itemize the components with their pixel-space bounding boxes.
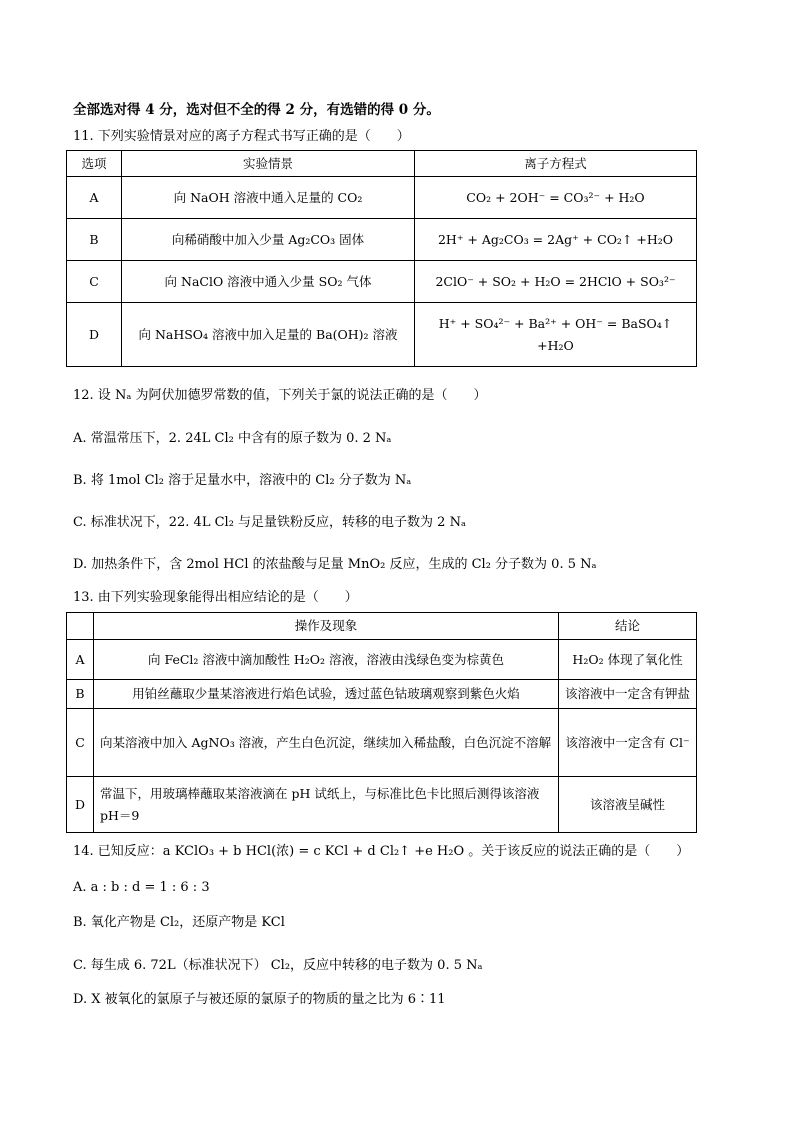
conclusion-cell: H₂O₂ 体现了氧化性: [559, 640, 697, 680]
operation-cell: 用铂丝蘸取少量某溶液进行焰色试验，透过蓝色钴玻璃观察到紫色火焰: [94, 680, 559, 709]
question-14-option-c: C. 每生成 6. 72L（标准状况下） Cl₂，反应中转移的电子数为 0. 5 Nₐ: [73, 958, 483, 973]
question-13-stem: 13. 由下列实验现象能得出相应结论的是（ ）: [73, 590, 358, 605]
table-row: [67, 709, 697, 777]
option-label: D: [67, 303, 122, 367]
conclusion-cell: 该溶液中一定含有钾盐: [559, 680, 697, 709]
scene-cell: 向 NaHSO₄ 溶液中加入足量的 Ba(OH)₂ 溶液: [122, 303, 415, 367]
table-row: [67, 680, 697, 709]
option-label: D: [67, 777, 94, 833]
question-12-option-c: C. 标准状况下，22. 4L Cl₂ 与足量铁粉反应，转移的电子数为 2 Nₐ: [73, 515, 466, 530]
question-14-option-d: D. X 被氧化的氯原子与被还原的氯原子的物质的量之比为 6∶11: [73, 992, 446, 1007]
question-14-option-a: A. a : b : d = 1 : 6 : 3: [73, 880, 210, 895]
section-instruction: 全部选对得 4 分，选对但不全的得 2 分，有选错的得 0 分。: [73, 102, 440, 118]
option-label: C: [67, 709, 94, 777]
operation-cell: 常温下，用玻璃棒蘸取某溶液滴在 pH 试纸上，与标准比色卡比照后测得该溶液 pH＝9: [94, 777, 559, 833]
conclusion-cell: 该溶液中一定含有 Cl⁻: [559, 709, 697, 777]
scene-cell: 向 NaClO 溶液中通入少量 SO₂ 气体: [122, 261, 415, 303]
table-row: [67, 177, 697, 219]
table-header: 实验情景: [122, 151, 415, 177]
table-row: [67, 640, 697, 680]
option-label: B: [67, 680, 94, 709]
option-label: A: [67, 640, 94, 680]
operation-cell: 向 FeCl₂ 溶液中滴加酸性 H₂O₂ 溶液，溶液由浅绿色变为棕黄色: [94, 640, 559, 680]
operation-cell: 向某溶液中加入 AgNO₃ 溶液，产生白色沉淀，继续加入稀盐酸，白色沉淀不溶解: [94, 709, 559, 777]
table-header: 结论: [559, 613, 697, 640]
scene-cell: 向稀硝酸中加入少量 Ag₂CO₃ 固体: [122, 219, 415, 261]
table-row: [67, 219, 697, 261]
question-12-option-d: D. 加热条件下，含 2mol HCl 的浓盐酸与足量 MnO₂ 反应，生成的 Cl₂ 分子数为 0. 5 Nₐ: [73, 557, 597, 572]
table-row: [67, 777, 697, 833]
option-label: C: [67, 261, 122, 303]
question-13-table: [66, 612, 697, 833]
question-12-option-b: B. 将 1mol Cl₂ 溶于足量水中，溶液中的 Cl₂ 分子数为 Nₐ: [73, 473, 412, 488]
table-header: 操作及现象: [94, 613, 559, 640]
table-header: [67, 613, 94, 640]
question-14-stem: 14. 已知反应：a KClO₃ + b HCl(浓) = c KCl + d Cl₂↑ +e H₂O 。关于该反应的说法正确的是（ ）: [73, 844, 690, 859]
equation-cell: 2H⁺ + Ag₂CO₃ = 2Ag⁺ + CO₂↑ +H₂O: [415, 219, 697, 261]
equation-cell: 2ClO⁻ + SO₂ + H₂O = 2HClO + SO₃²⁻: [415, 261, 697, 303]
question-11-stem: 11. 下列实验情景对应的离子方程式书写正确的是（ ）: [73, 129, 410, 144]
equation-cell: H⁺ + SO₄²⁻ + Ba²⁺ + OH⁻ = BaSO₄↑ +H₂O: [415, 303, 697, 367]
table-row: [67, 261, 697, 303]
table-header: 选项: [67, 151, 122, 177]
scene-cell: 向 NaOH 溶液中通入足量的 CO₂: [122, 177, 415, 219]
table-row: [67, 303, 697, 367]
question-12-option-a: A. 常温常压下，2. 24L Cl₂ 中含有的原子数为 0. 2 Nₐ: [73, 431, 392, 446]
table-header: 离子方程式: [415, 151, 697, 177]
question-12-stem: 12. 设 Nₐ 为阿伏加德罗常数的值，下列关于氯的说法正确的是（ ）: [73, 388, 487, 403]
question-11-table: [66, 150, 697, 367]
equation-cell: CO₂ + 2OH⁻ = CO₃²⁻ + H₂O: [415, 177, 697, 219]
option-label: B: [67, 219, 122, 261]
option-label: A: [67, 177, 122, 219]
question-14-option-b: B. 氧化产物是 Cl₂，还原产物是 KCl: [73, 915, 285, 930]
conclusion-cell: 该溶液呈碱性: [559, 777, 697, 833]
